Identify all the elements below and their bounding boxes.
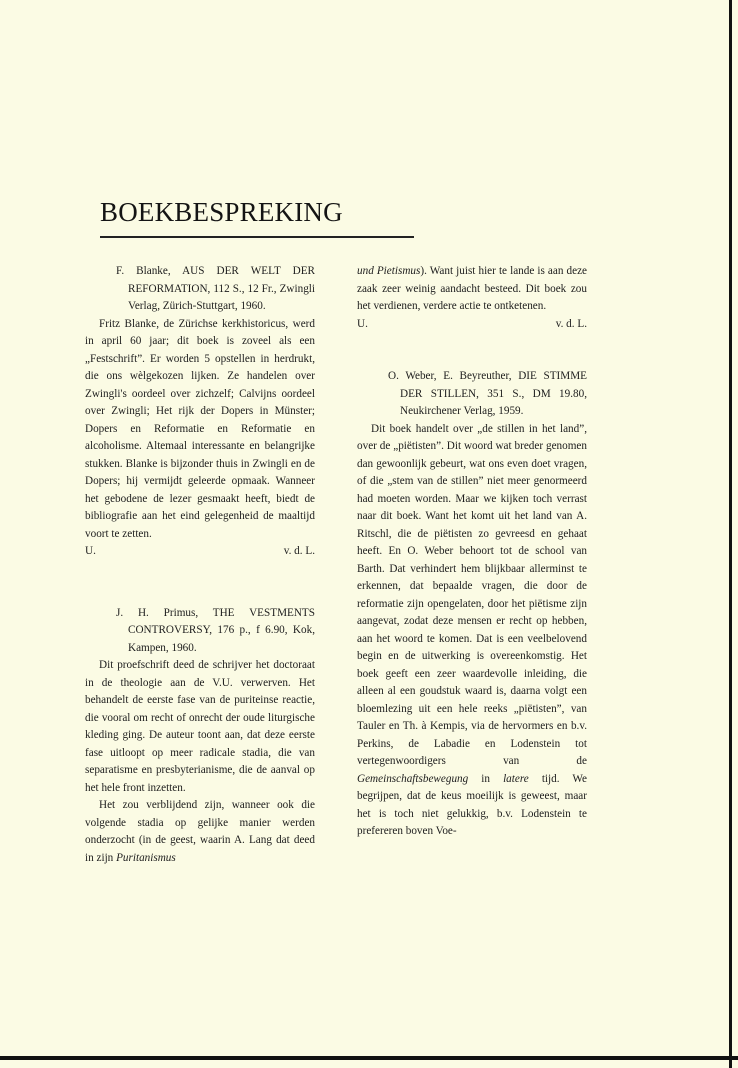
- review-heading-blanke: F. Blanke, AUS DER WELT DER REFORMATION, 112 S., 12 Fr., Zwingli Verlag, Zürich-Stuttgart, 1960.: [116, 265, 315, 312]
- continuation-italic-term: und Pietismus: [357, 265, 421, 277]
- weber-paragraph-mid: in: [481, 772, 490, 785]
- title-rule: [100, 236, 414, 238]
- page-edge-right: [729, 0, 732, 1068]
- primus-italic-term: Puritanismus: [116, 851, 176, 864]
- signature-name: v. d. L.: [555, 317, 587, 330]
- review-body-primus: Dit proefschrift deed de schrijver het doctoraat in de theologie aan de V.U. verwerven. Het behandelt de eerste fase van de puriteinse reactie, die vooral om recht of onrecht der oude liturgische kleding ging. De auteur toont aan, dat deze eerste fase uitloopt op meer radicale stadia, die van separatisme en presbyterianisme, die de aanval op het hele front inzetten.: [85, 659, 315, 794]
- review-heading-primus: J. H. Primus, THE VESTMENTS CONTROVERSY, 176 p., f 6.90, Kok, Kampen, 1960.: [116, 606, 315, 654]
- review-body-primus-continued: [85, 797, 315, 867]
- review-signature: [357, 316, 587, 334]
- signature-initial: U.: [85, 545, 96, 557]
- weber-italic-term: Gemeinschaftsbewegung: [357, 772, 469, 785]
- weber-paragraph-text: Dit boek handelt over „de stillen in het land”, over de „piëtisten”. Dit woord wat breder genomen dan gewoonlijk gebeurt, wat ons even doet vragen, of die „stem van de stillen” niet meer genormeerd had moeten worden. Maar we kijken toch verrast naar dit boek. Want het komt uit het land van A. Ritschl, die de piëtisten zo gevreesd en gehaat heeft. En O. Weber behoort tot de school van Barth. Dat verhindert hem blijkbaar allerminst te erkennen, dat bepaalde vragen, die door de reformatie zijn opengelaten, door het piëtisme zijn aangevat, zodat deze mensen er recht op hebben, aan het woord te komen. Dat is een veelbelovend begin en de uitwerking is overeenkomstig. Het boek geeft een zeer waardevolle inleiding, die alleen al een goudstuk waard is, daarna volgt een bloemlezing uit een hele reeks „piëtisten”, van Tauler en Th. à Kempis, via de hervormers en b.v. Perkins, de Labadie en Lodenstein tot vertegenwoordigers van de: [357, 422, 587, 767]
- review-continuation: [357, 263, 587, 316]
- primus-paragraph-text: Het zou verblijdend zijn, wanneer ook die volgende stadia op gelijke manier werden onderzocht (in de geest, waarin A. Lang dat deed in zijn: [85, 799, 315, 864]
- signature-initial: U.: [357, 317, 368, 330]
- review-signature: [85, 543, 315, 561]
- page-title: BOEKBESPREKING: [100, 197, 343, 227]
- left-column: [85, 263, 315, 867]
- right-column: [357, 263, 587, 841]
- review-body-weber: [357, 421, 587, 841]
- continuation-text: ). Want juist hier te lande is aan deze zaak zeer weinig aandacht besteed. Dit boek zou het verdienen, verdere actie te ontketenen.: [357, 265, 587, 312]
- weber-paragraph-end: tijd. We begrijpen, dat de keus moeilijk is geweest, maar het is toch niet gelukkig, b.v. Lodenstein te prefereren boven Voe-: [357, 772, 588, 837]
- review-body-blanke: Fritz Blanke, de Zürichse kerkhistoricus, werd in april 60 jaar; dit boek is zoveel als een „Festschrift”. Er worden 5 opstellen in herdrukt, die ons wèlgekozen lijken. Ze handelen over Zwingli's oordeel over zichzelf; Calvijns oordeel over Zwingli; Het rijk der Dopers in Münster; Dopers en Reformatie en Reformatie en alcoholisme. Altemaal interessante en belangrijke stukken. Blanke is bijzonder thuis in Zwingli en de Dopers; hij vermijdt geleerde opmaak. Wanneer het gebodene de lezer gesmaakt heeft, biedt de bibliografie aan het eind gelegenheid de maaltijd voort te zetten.: [85, 317, 315, 540]
- review-heading-weber: O. Weber, E. Beyreuther, DIE STIMME DER STILLEN, 351 S., DM 19.80, Neukirchener Verlag, 1959.: [388, 370, 587, 417]
- page-edge-bottom: [0, 1056, 738, 1060]
- signature-name: v. d. L.: [283, 545, 315, 557]
- weber-italic-term-2: latere: [503, 772, 529, 785]
